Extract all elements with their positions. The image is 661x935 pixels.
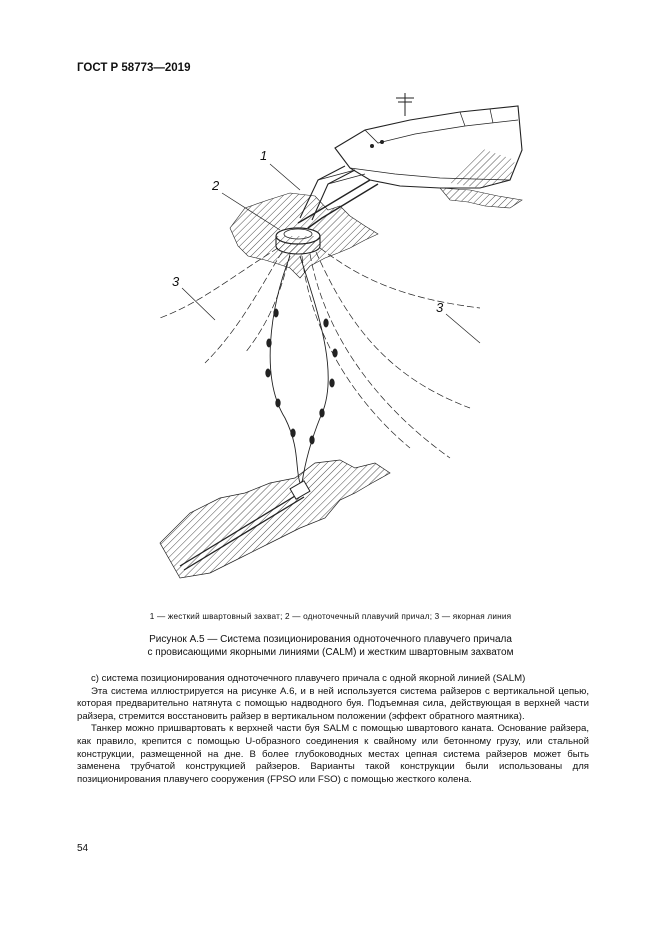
paragraph-1: c) система позиционирования одноточечного плавучего причала с одной якорной линией (SALM) xyxy=(91,673,526,684)
label-1: 1 xyxy=(260,148,268,163)
page-number: 54 xyxy=(77,843,89,854)
label-2: 2 xyxy=(212,178,220,193)
sea-surface-right xyxy=(440,188,522,208)
seabed xyxy=(160,460,390,578)
label-3-left: 3 xyxy=(172,274,180,289)
caption-line-2: с провисающими якорными линиями (CALM) и жестким швартовным захватом xyxy=(147,647,514,658)
document-header: ГОСТ Р 58773—2019 xyxy=(77,62,191,74)
paragraph-2: Эта система иллюстрируется на рисунке А.6, и в ней используется система райзеров с вертикальной цепью, которая предварительно натянута с помощью надводного буя. Подъемная сила, действующая в верхней части райзера, стремится восстановить райзер в вертикальном положении (эффект обратного маятника). xyxy=(77,685,589,722)
calm-figure xyxy=(150,88,550,600)
anchor-lines xyxy=(160,248,480,458)
caption-line-1: Рисунок А.5 — Система позиционирования одноточечного плавучего причала xyxy=(149,634,512,645)
figure-legend: 1 — жесткий швартовный захват; 2 — одноточечный плавучий причал; 3 — якорная линия xyxy=(149,612,512,621)
body-text xyxy=(77,673,589,786)
calm-buoy xyxy=(276,228,320,254)
paragraph-3: Танкер можно пришвартовать к верхней части буя SALM с помощью швартового каната. Основание райзера, как правило, крепится с помощью U-образного соединения к свайному или бетонному грузу, или стальной конструкции, размещенной на дне. В более глубоководных местах цепная система райзеров может быть заменена трубчатой конструкцией райзеров. Варианты такой конструкции были использованы для позиционирования плавучего сооружения (FPSO или FSO) с помощью жесткого колена. xyxy=(77,723,589,785)
tanker-ship xyxy=(335,93,522,188)
riser-chains xyxy=(266,256,337,483)
figure-caption xyxy=(0,633,661,659)
label-3-right: 3 xyxy=(436,300,444,315)
